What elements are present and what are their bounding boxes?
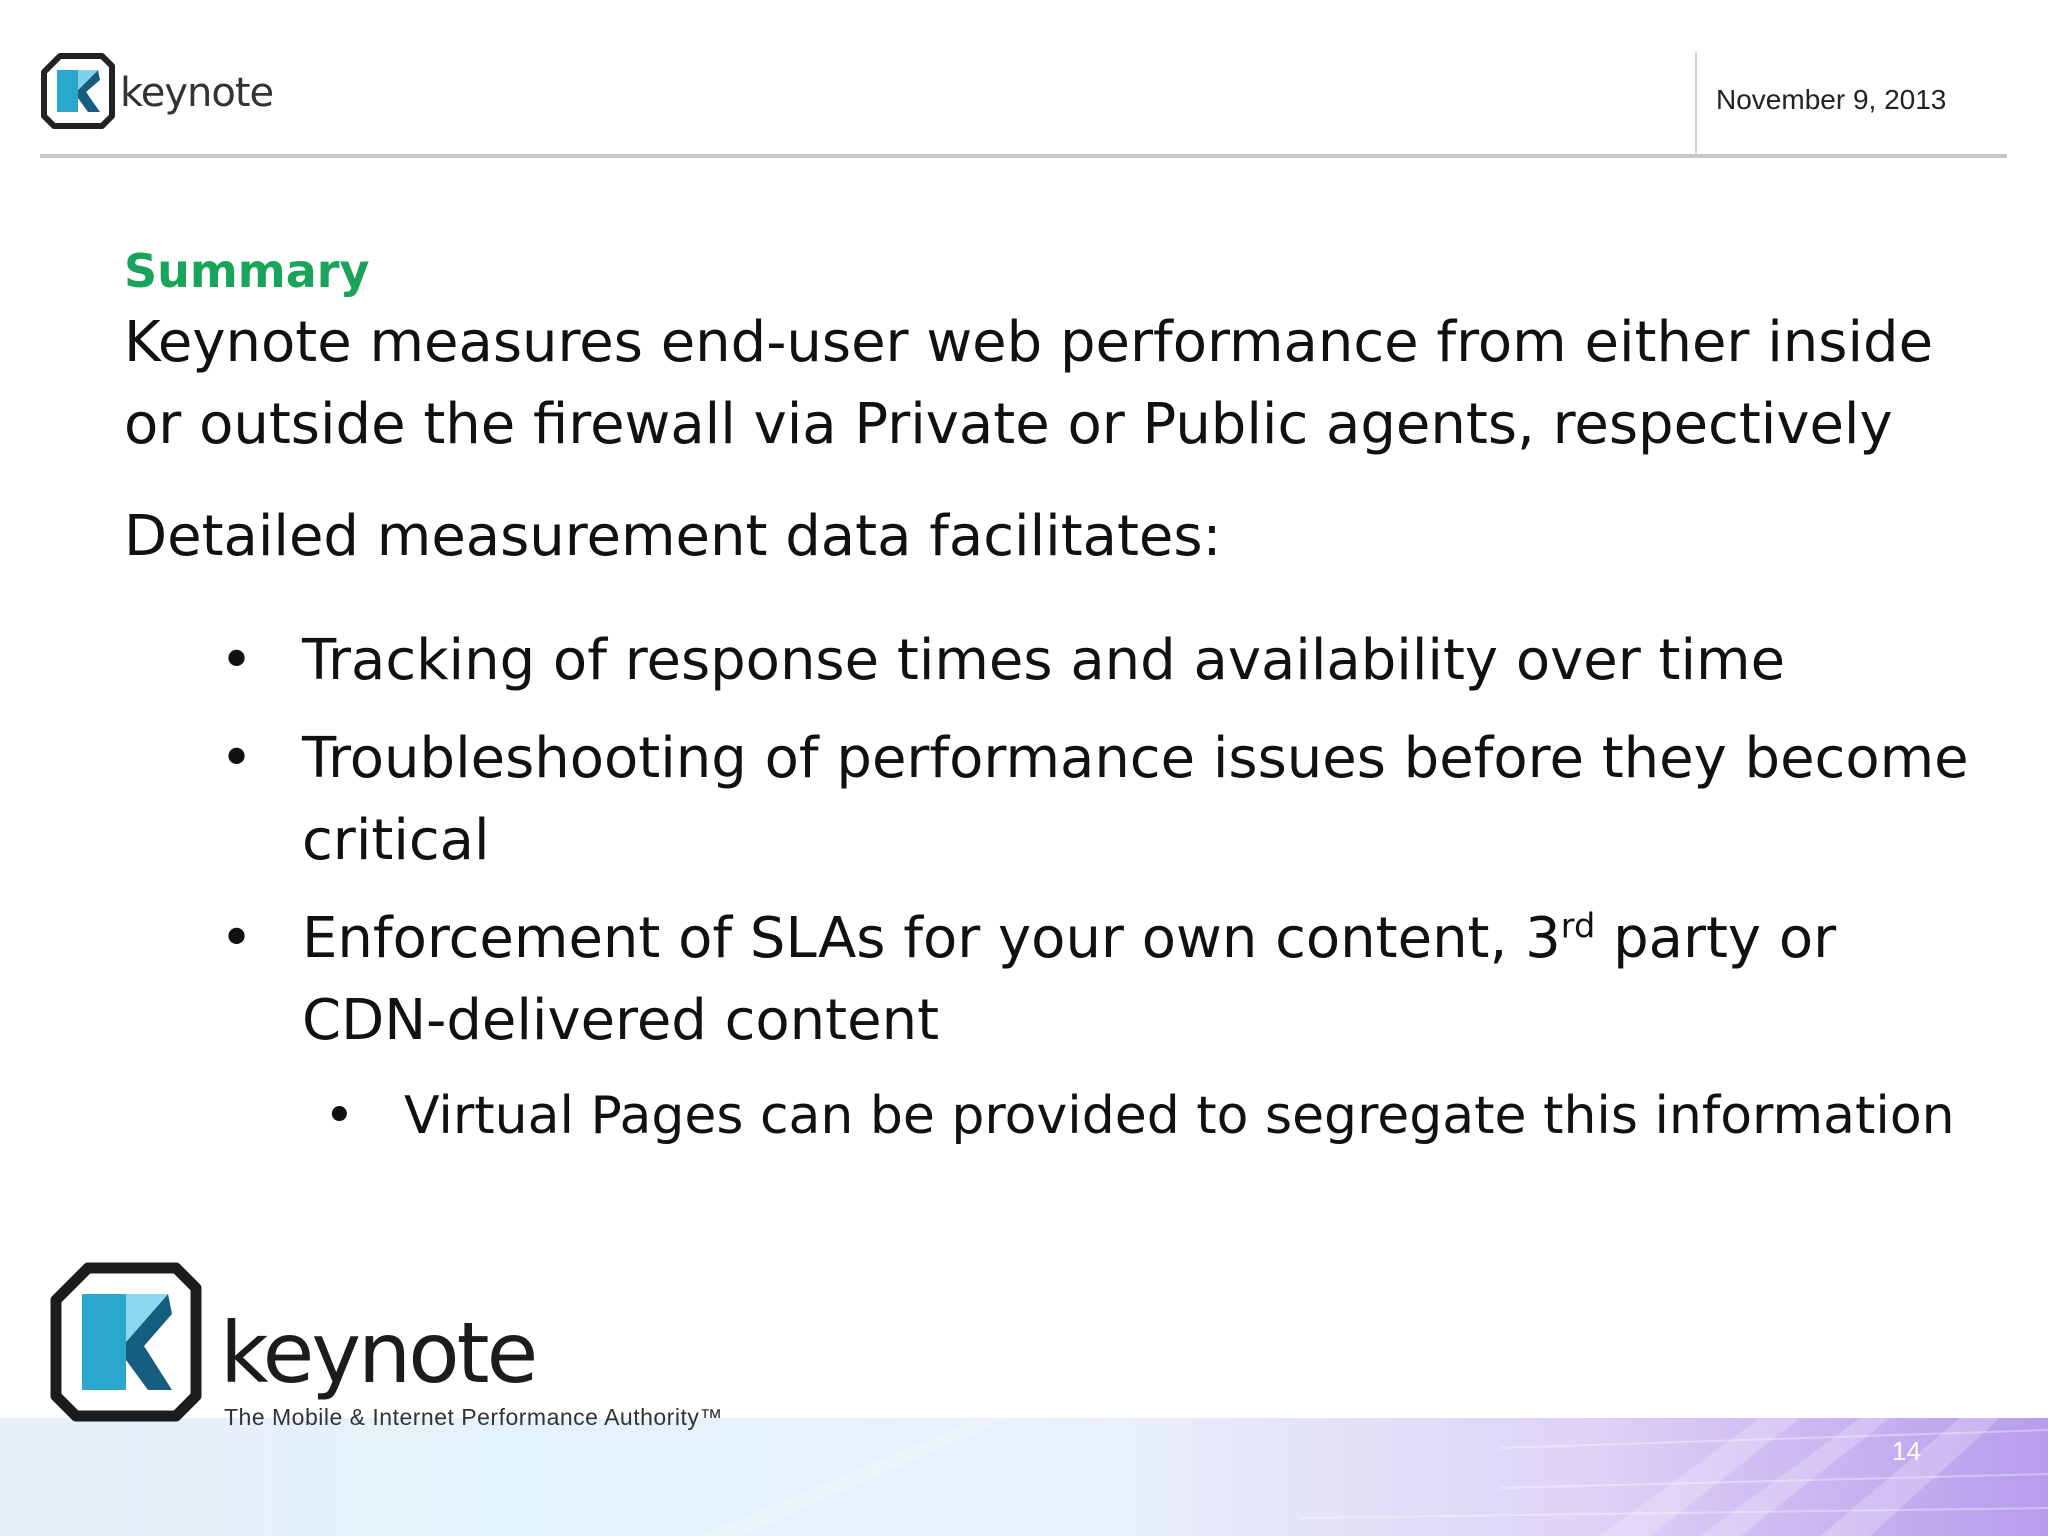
page-number: 14 [1892, 1436, 1921, 1466]
lead-paragraph: Detailed measurement data facilitates: [124, 504, 1222, 569]
header-divider [1695, 52, 1697, 154]
bullet-item [124, 718, 1984, 882]
bullet-item [124, 898, 1984, 1062]
sub-bullet-item: • Virtual Pages can be provided to segregate this information [124, 1078, 1984, 1154]
ordinal-superscript: rd [1560, 906, 1596, 946]
footer-tagline: The Mobile & Internet Performance Authority™ [224, 1404, 723, 1430]
slide-heading: Summary [124, 244, 370, 298]
bullet-text: Troubleshooting of performance issues before they become critical [302, 726, 1969, 873]
keynote-k-icon [44, 56, 112, 126]
sub-bullet-list [124, 1078, 1984, 1154]
header-logo-text: keynote [120, 70, 274, 116]
header-date: November 9, 2013 [1716, 84, 1947, 115]
bullet-item [124, 620, 1984, 702]
bullet-text: Tracking of response times and availability over time [302, 628, 1786, 693]
bullet-text: Enforcement of SLAs for your own content, 3 [302, 906, 1561, 971]
slide-content [124, 240, 1984, 1154]
intro-paragraph: Keynote measures end-user web performance from either inside or outside the firewall via Private or Public agents, respectively [124, 310, 1934, 457]
keynote-k-icon [56, 1268, 196, 1416]
footer-logo-text: keynote [220, 1304, 536, 1402]
header-logo [40, 50, 285, 132]
bullet-list [124, 620, 1984, 1062]
header-rule [40, 154, 2007, 158]
bullet-text: party or CDN-delivered content [302, 906, 1837, 1053]
